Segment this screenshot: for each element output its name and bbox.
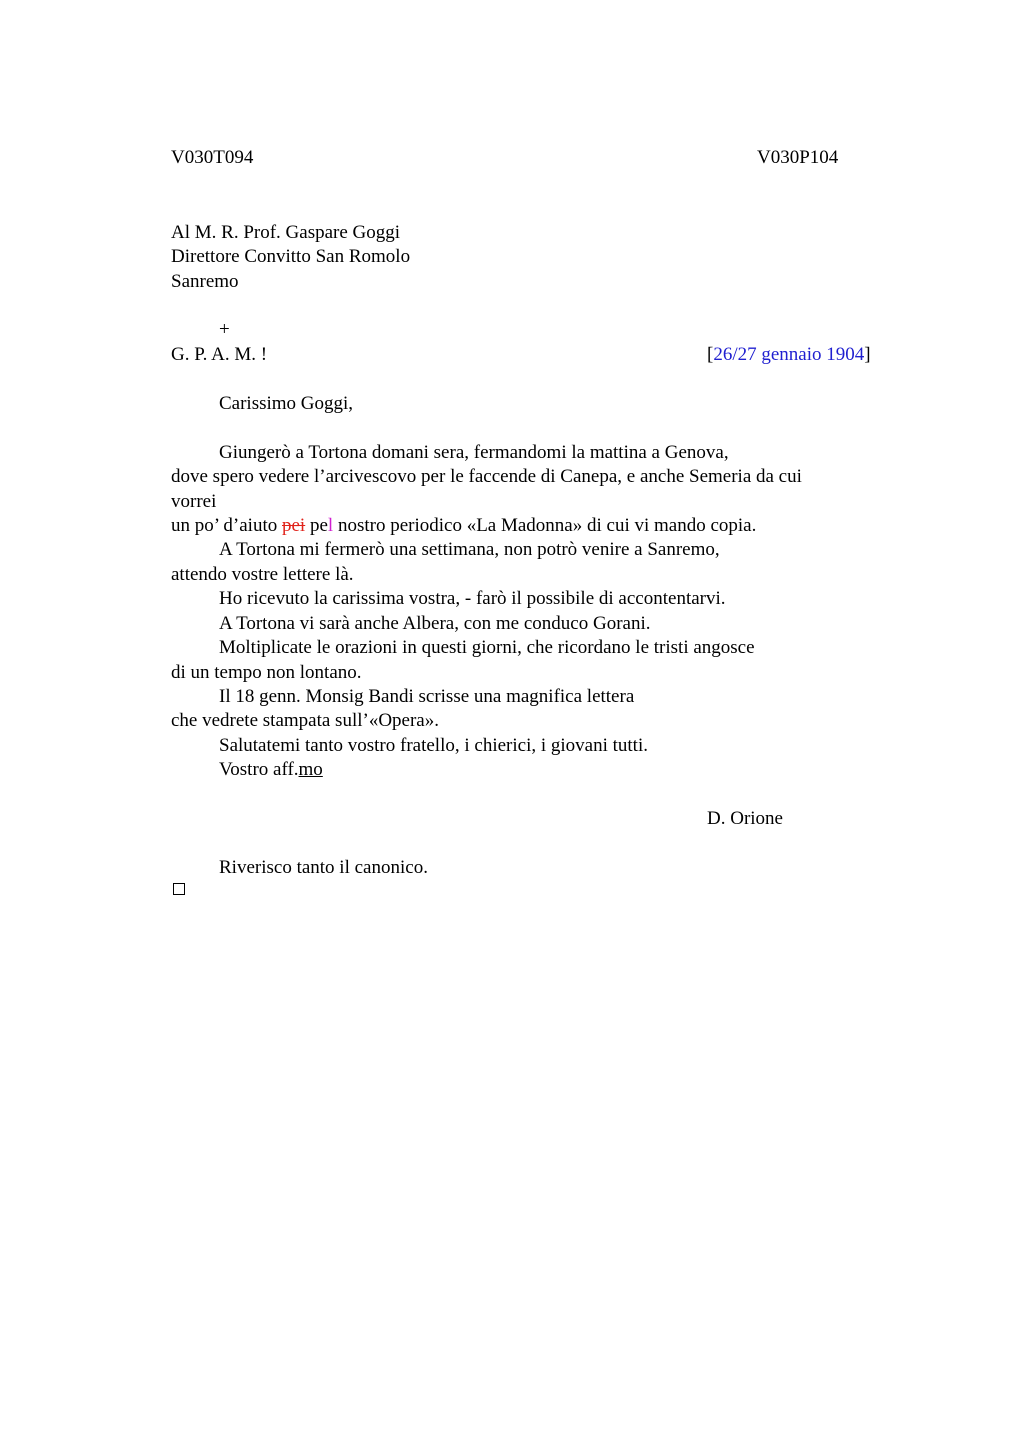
body-line: attendo vostre lettere là. bbox=[171, 564, 354, 585]
postscript: Riverisco tanto il canonico. bbox=[219, 857, 428, 878]
closing-abbrev: mo bbox=[298, 759, 323, 780]
body-text: un po’ d’aiuto bbox=[171, 515, 282, 536]
body-line: A Tortona vi sarà anche Albera, con me conduco Gorani. bbox=[219, 613, 651, 634]
date-text: 26/27 gennaio 1904 bbox=[713, 344, 865, 365]
date-bracket-open: [ bbox=[707, 344, 714, 365]
body-text: nostro periodico «La Madonna» di cui vi mando copia. bbox=[333, 515, 757, 536]
salutation: Carissimo Goggi, bbox=[219, 393, 354, 414]
address-line-recipient: Al M. R. Prof. Gaspare Goggi bbox=[171, 222, 401, 243]
body-line: che vedrete stampata sull’«Opera». bbox=[171, 710, 439, 731]
body-text: pe bbox=[305, 515, 328, 536]
cross-symbol: + bbox=[219, 319, 230, 340]
body-line: dove spero vedere l’arcivescovo per le faccende di Canepa, e anche Semeria da cui bbox=[171, 466, 802, 487]
struck-word: pei bbox=[282, 515, 306, 536]
body-line: Giungerò a Tortona domani sera, fermandomi la mattina a Genova, bbox=[219, 442, 729, 463]
body-line: Ho ricevuto la carissima vostra, - farò il possibile di accontentarvi. bbox=[219, 588, 726, 609]
closing bbox=[219, 758, 323, 782]
body-line: vorrei bbox=[171, 491, 217, 512]
signature: D. Orione bbox=[707, 808, 783, 829]
end-square-icon bbox=[173, 883, 185, 895]
document-code-right: V030P104 bbox=[757, 147, 839, 168]
letter-date bbox=[707, 343, 871, 367]
address-line-city: Sanremo bbox=[171, 271, 239, 292]
body-line: Moltiplicate le orazioni in questi giorni, che ricordano le tristi angosce bbox=[219, 637, 755, 658]
address-line-title: Direttore Convitto San Romolo bbox=[171, 246, 411, 267]
date-bracket-close: ] bbox=[864, 344, 871, 365]
body-line: di un tempo non lontano. bbox=[171, 662, 362, 683]
body-line-with-correction bbox=[171, 514, 756, 538]
closing-text: Vostro aff. bbox=[219, 759, 299, 780]
document-code-left: V030T094 bbox=[171, 147, 254, 168]
inserted-letter: l bbox=[327, 515, 334, 536]
body-line: Salutatemi tanto vostro fratello, i chierici, i giovani tutti. bbox=[219, 735, 648, 756]
motto: G. P. A. M. ! bbox=[171, 344, 268, 365]
body-line: Il 18 genn. Monsig Bandi scrisse una magnifica lettera bbox=[219, 686, 635, 707]
body-line: A Tortona mi fermerò una settimana, non potrò venire a Sanremo, bbox=[219, 539, 720, 560]
